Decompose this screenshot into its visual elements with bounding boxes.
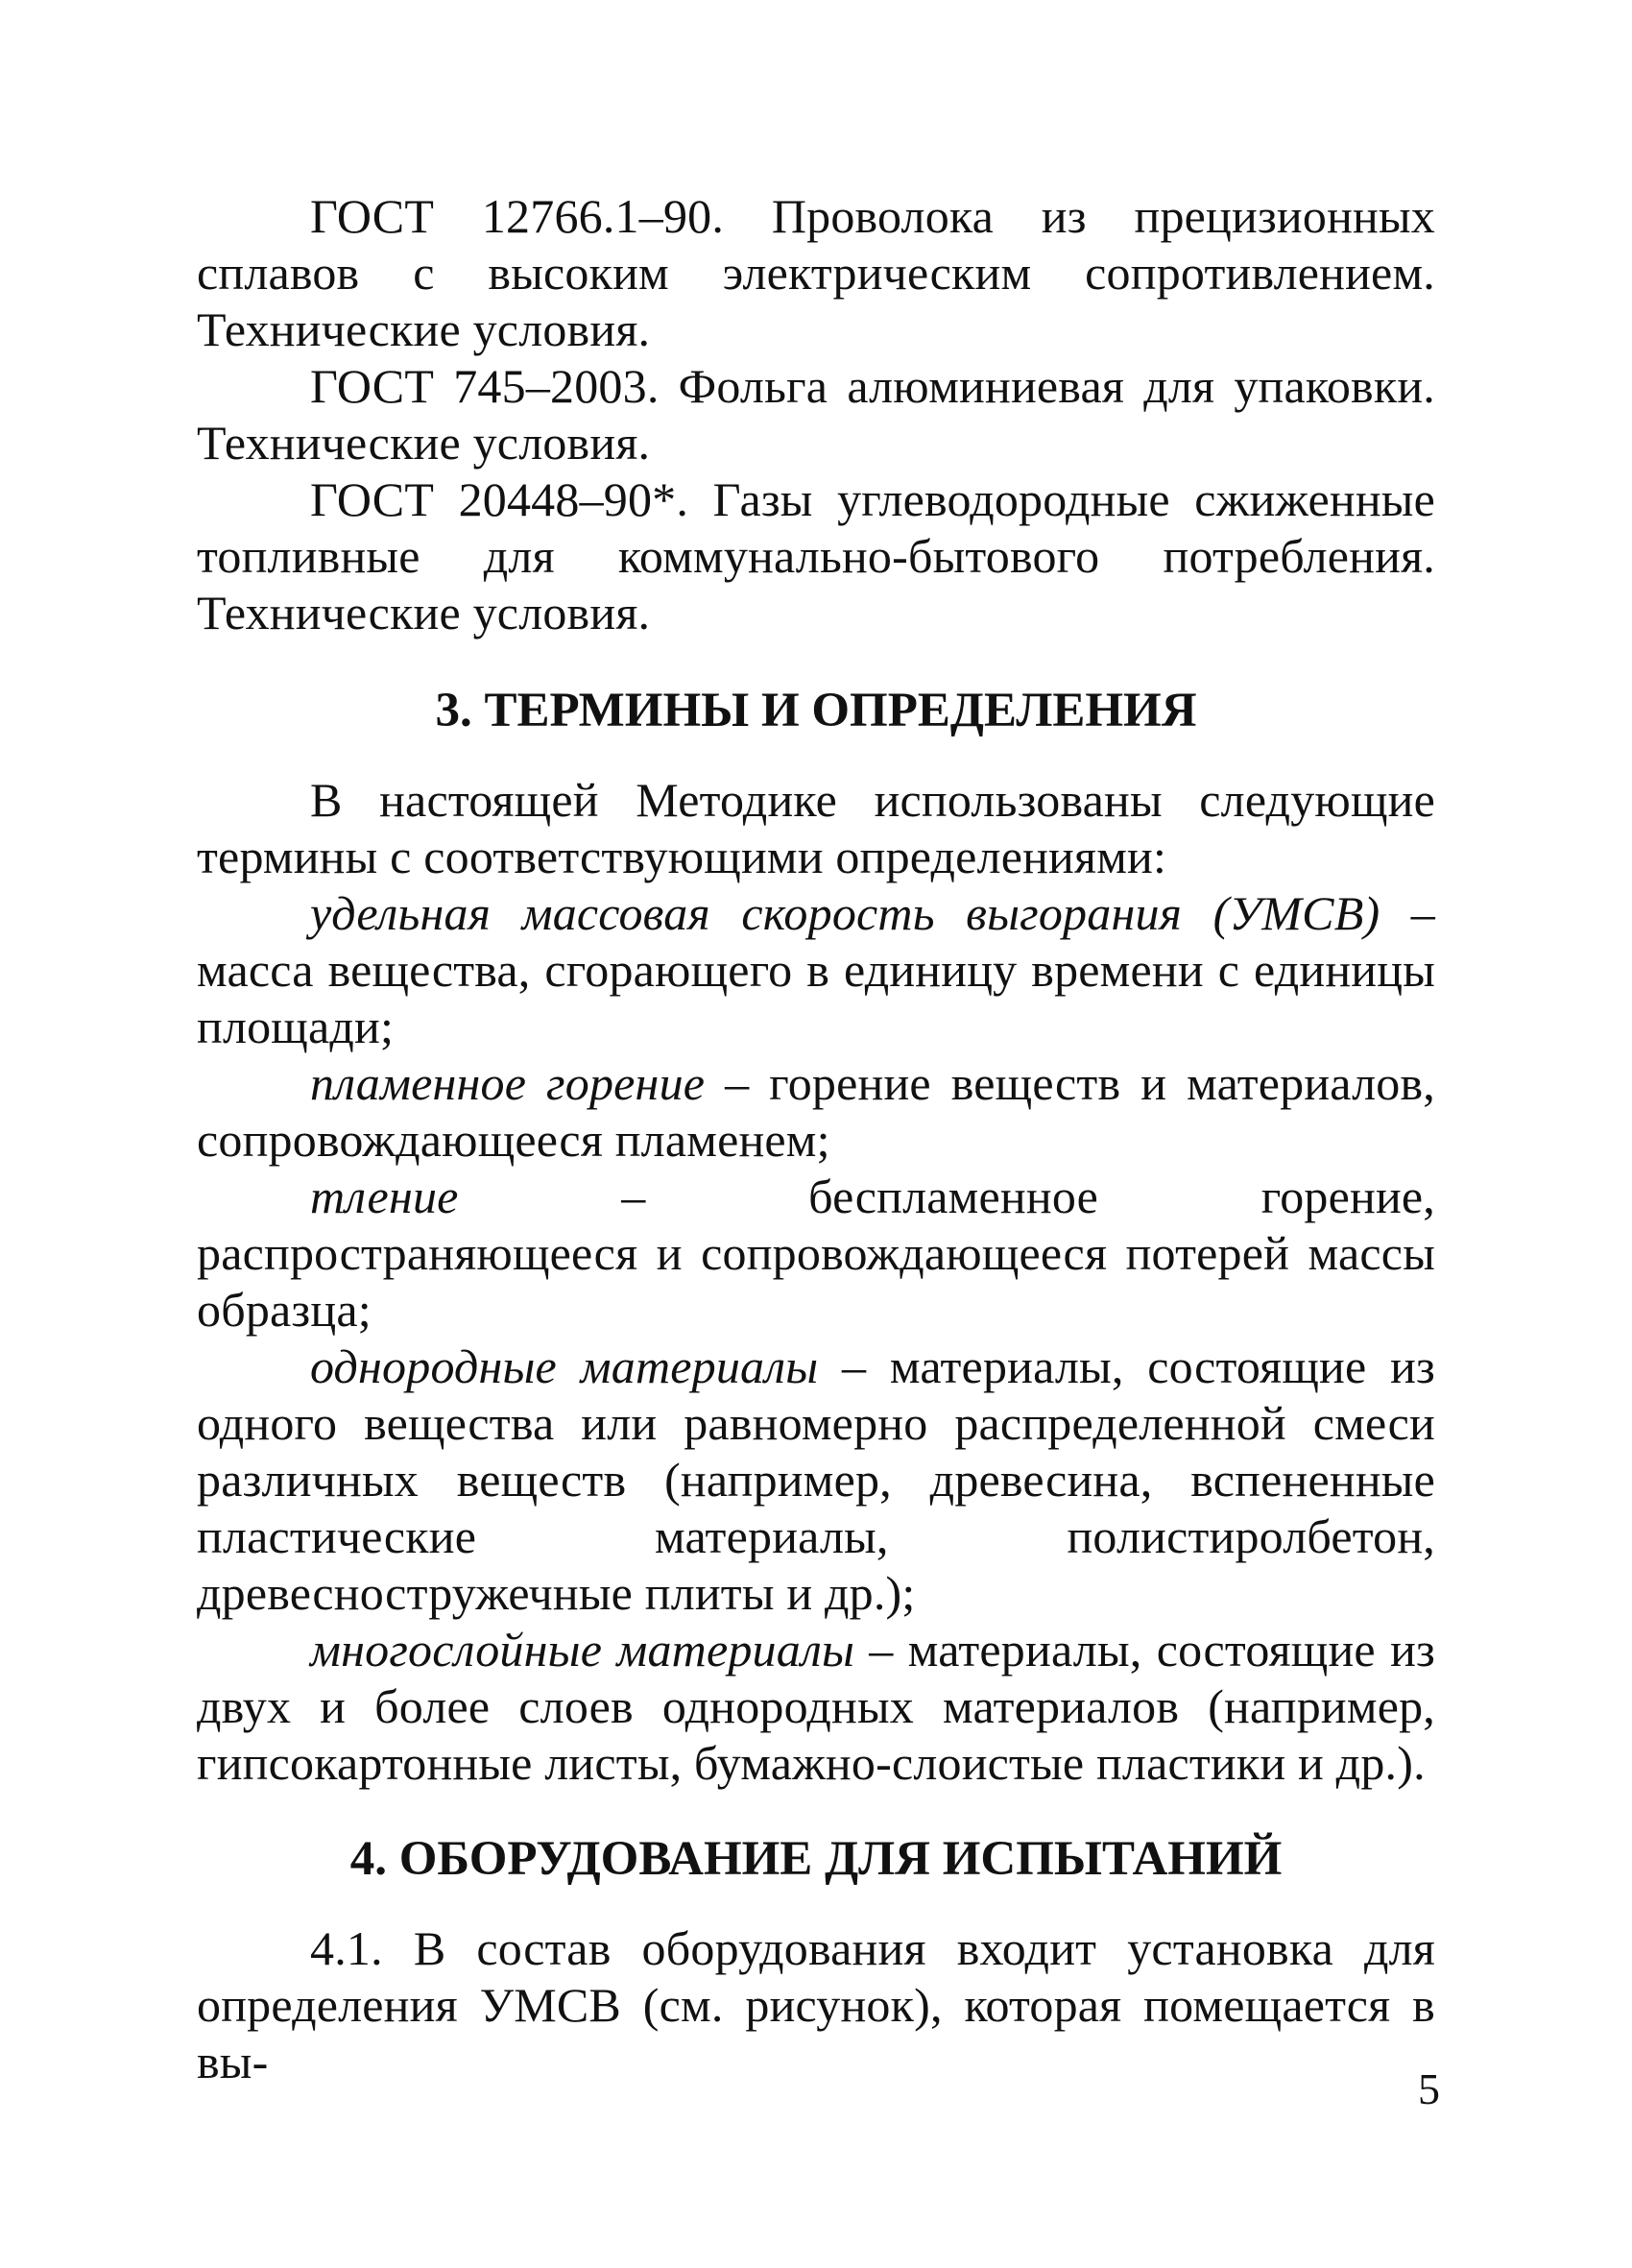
section-4-heading: 4. ОБОРУДОВАНИЕ ДЛЯ ИСПЫТАНИЙ bbox=[349, 1832, 1283, 1886]
section-4-1-paragraph: 4.1. В состав оборудования входит установка для определения УМСВ (см. рисунок), которая помещается в вы- bbox=[197, 1921, 1435, 2088]
definition-smoldering: – беспламенное горение, распространяющееся и сопровождающееся потерей массы образца; bbox=[197, 1170, 1435, 1337]
page-number: 5 bbox=[1418, 2064, 1440, 2113]
document-page bbox=[197, 188, 1435, 2090]
section-3-intro: В настоящей Методике использованы следующие термины с соответствующими определениями: bbox=[197, 773, 1435, 883]
term-definition-homogeneous bbox=[197, 1339, 1435, 1622]
reference-gost-20448: ГОСТ 20448–90*. Газы углеводородные сжиженные топливные для коммунально-бытового потребления. Технические условия. bbox=[197, 472, 1435, 639]
definition-multilayer: – материалы, состоящие из двух и более слоев однородных материалов (например, гипсокартонные листы, бумажно-слоистые пластики и др.). bbox=[197, 1623, 1435, 1790]
term-definition-multilayer bbox=[197, 1622, 1435, 1792]
definition-flame-burning: – горение веществ и материалов, сопровождающееся пламенем; bbox=[197, 1056, 1436, 1167]
term-definition-flame-burning bbox=[197, 1055, 1435, 1169]
term-umsv: удельная массовая скорость выгорания (УМСВ) bbox=[310, 886, 1380, 940]
term-multilayer: многослойные материалы bbox=[310, 1623, 855, 1677]
definition-umsv: – масса вещества, сгорающего в единицу времени с единицы площади; bbox=[197, 886, 1435, 1053]
term-homogeneous: однородные материалы bbox=[310, 1339, 819, 1393]
term-definition-smoldering bbox=[197, 1169, 1435, 1339]
reference-gost-745: ГОСТ 745–2003. Фольга алюминиевая для упаковки. Технические условия. bbox=[197, 359, 1435, 470]
term-definition-umsv bbox=[197, 885, 1435, 1055]
section-3-heading: 3. ТЕРМИНЫ И ОПРЕДЕЛЕНИЯ bbox=[435, 684, 1197, 737]
term-smoldering: тление bbox=[310, 1170, 459, 1223]
definition-homogeneous: – материалы, состоящие из одного вещества или равномерно распределенной смеси различных веществ (например, древесина, вспененные пластические материалы, полистиролбетон, древесностружечные плиты и др.); bbox=[197, 1339, 1436, 1620]
term-flame-burning: пламенное горение bbox=[310, 1056, 706, 1110]
reference-gost-12766: ГОСТ 12766.1–90. Проволока из прецизионных сплавов с высоким электрическим сопротивлением. Технические условия. bbox=[197, 189, 1435, 356]
